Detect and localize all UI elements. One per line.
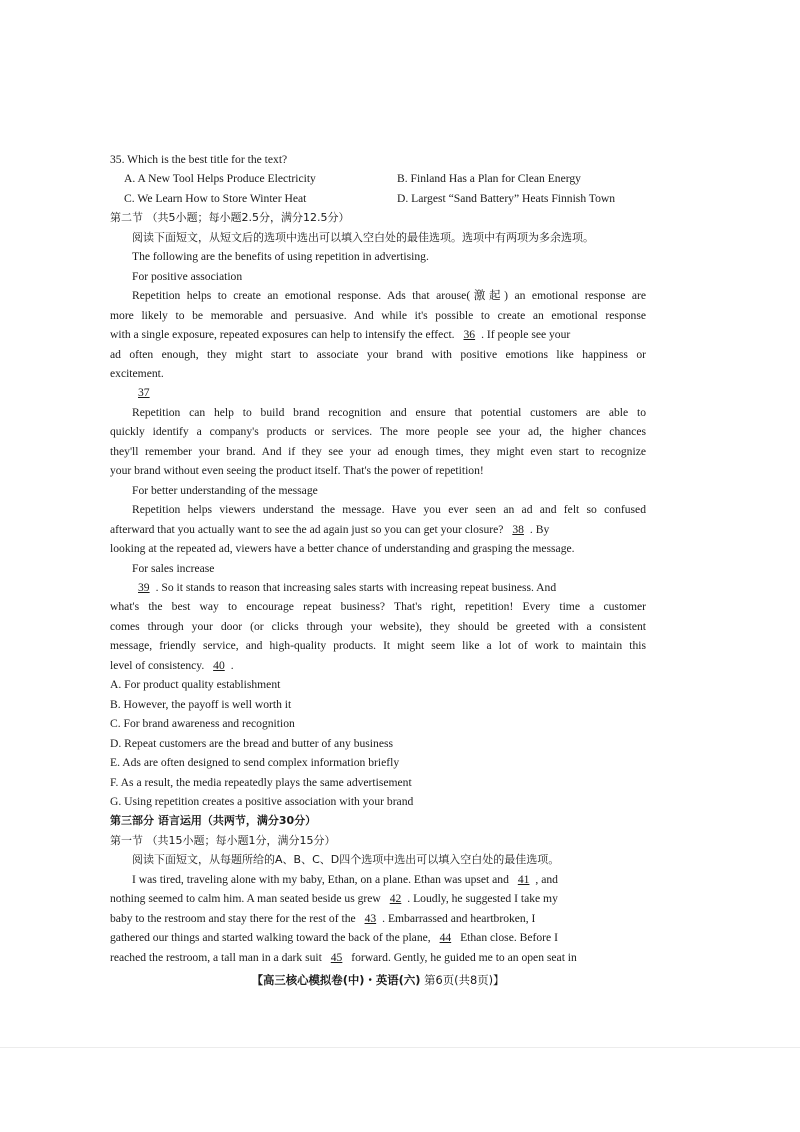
paragraph-4-line-1	[110, 578, 646, 597]
blank-45: 45	[330, 950, 343, 964]
option-a-item: A. For product quality establishment	[110, 678, 281, 692]
passage-intro: The following are the benefits of using repetition in advertising.	[132, 250, 429, 264]
text-segment: . If people see your	[481, 328, 571, 342]
subheading-understanding: For better understanding of the message	[132, 483, 318, 497]
paragraph-1-line-5: excitement.	[110, 366, 164, 380]
part-3-section-1-heading: 第一节 （共15小题；每小题1分，满分15分）	[110, 833, 336, 847]
subheading-sales: For sales increase	[132, 561, 215, 575]
paragraph-2-line-1: Repetition can help to build brand recognition and ensure that potential customers are able to	[132, 405, 646, 419]
blank-38: 38	[512, 522, 524, 536]
blank-44: 44	[439, 931, 452, 945]
blank-36: 36	[463, 328, 476, 342]
section-2-instruction: 阅读下面短文，从短文后的选项中选出可以填入空白处的最佳选项。选项中有两项为多余选项。	[132, 230, 594, 244]
blank-39: 39	[138, 580, 150, 594]
blank-37-row	[110, 383, 646, 402]
text-segment: afterward that you actually want to see the ad again just so you can get your closure?	[110, 522, 504, 536]
cloze-line-1	[110, 870, 646, 889]
option-c: C. We Learn How to Store Winter Heat	[124, 191, 307, 205]
text-segment: Ethan close. Before I	[460, 931, 558, 945]
option-f-item: F. As a result, the media repeatedly plays the same advertisement	[110, 775, 412, 789]
subheading-positive-association: For positive association	[132, 269, 243, 283]
blank-42: 42	[389, 892, 402, 906]
option-g-item: G. Using repetition creates a positive association with your brand	[110, 794, 414, 808]
option-c-item: C. For brand awareness and recognition	[110, 717, 295, 731]
option-d: D. Largest “Sand Battery” Heats Finnish Town	[397, 191, 616, 205]
option-b: B. Finland Has a Plan for Clean Energy	[397, 172, 581, 186]
question-35-options-row-1	[110, 169, 646, 188]
text-segment: I was tired, traveling alone with my baby, Ethan, on a plane. Ethan was upset and	[132, 872, 509, 886]
blank-37: 37	[138, 386, 150, 400]
footer-page-number: 第6页(共8页)】	[424, 973, 505, 987]
text-segment: reached the restroom, a tall man in a dark suit	[110, 950, 322, 964]
paragraph-4-line-3: comes through your door (or clicks through your website), they should be greeted with a consistent	[110, 619, 646, 633]
paragraph-1-line-2: more likely to be memorable and persuasive. And while it's possible to create an emotional response	[110, 308, 646, 322]
text-segment: . Loudly, he suggested I take my	[407, 892, 558, 906]
footer-title: 【高三核心模拟卷(中)・英语(六)	[251, 973, 421, 987]
text-segment: . By	[529, 522, 550, 536]
blank-41: 41	[517, 872, 530, 886]
question-35: 35. Which is the best title for the text?	[110, 153, 288, 166]
paragraph-2-line-4: your brand without even seeing the product itself. That's the power of repetition!	[110, 464, 484, 478]
text-segment: , and	[535, 872, 558, 886]
text-segment: .	[230, 658, 234, 672]
cloze-line-4	[110, 928, 646, 947]
blank-40: 40	[213, 658, 225, 672]
paragraph-1-line-1: Repetition helps to create an emotional response. Ads that arouse(激起) an emotional response are	[132, 289, 646, 303]
paragraph-4-line-5	[110, 656, 646, 675]
text-segment: level of consistency.	[110, 658, 205, 672]
text-segment: nothing seemed to calm him. A man seated beside us grew	[110, 892, 381, 906]
option-d-item: D. Repeat customers are the bread and butter of any business	[110, 736, 393, 750]
paragraph-2-line-3: they'll remember your brand. And if they see your ad enough times, they might even start to recognize	[110, 444, 646, 458]
text-segment: baby to the restroom and stay there for the rest of the	[110, 911, 356, 925]
paragraph-3-line-2	[110, 520, 646, 539]
page-footer	[110, 972, 646, 988]
text-segment: gathered our things and started walking toward the back of the plane,	[110, 931, 431, 945]
paragraph-4-line-2: what's the best way to encourage repeat business? That's right, repetition! Every time a customer	[110, 600, 646, 614]
paragraph-2-line-2: quickly identify a company's products or services. The more people see your ad, the higher chances	[110, 425, 646, 439]
option-a: A. A New Tool Helps Produce Electricity	[124, 172, 316, 186]
text-segment: forward. Gently, he guided me to an open seat in	[351, 950, 577, 964]
part-3-heading: 第三部分 语言运用（共两节，满分30分）	[110, 814, 317, 828]
paragraph-1-line-4: ad often enough, they might start to associate your brand with positive emotions like happiness or	[110, 347, 646, 361]
bottom-divider	[0, 1047, 800, 1048]
paragraph-3-line-3: looking at the repeated ad, viewers have a better chance of understanding and grasping the message.	[110, 542, 575, 556]
section-2-heading: 第二节 （共5小题；每小题2.5分，满分12.5分）	[110, 211, 350, 225]
question-35-options-row-2	[110, 189, 646, 208]
page-content	[110, 150, 646, 967]
option-e-item: E. Ads are often designed to send complex information briefly	[110, 756, 400, 770]
option-b-item: B. However, the payoff is well worth it	[110, 697, 292, 711]
blank-43: 43	[364, 911, 377, 925]
part-3-instruction: 阅读下面短文，从每题所给的A、B、C、D四个选项中选出可以填入空白处的最佳选项。	[132, 853, 560, 867]
paragraph-1-line-3	[110, 325, 646, 344]
cloze-line-3	[110, 909, 646, 928]
text-segment: . So it stands to reason that increasing sales starts with increasing repeat business. And	[155, 580, 557, 594]
text-segment: with a single exposure, repeated exposures can help to intensify the effect.	[110, 328, 455, 342]
paragraph-4-line-4: message, friendly service, and high-quality products. It might seem like a lot of work to maintain this	[110, 639, 646, 653]
cloze-line-2	[110, 889, 646, 908]
cloze-line-5	[110, 948, 646, 967]
text-segment: . Embarrassed and heartbroken, I	[382, 911, 536, 925]
paragraph-3-line-1: Repetition helps viewers understand the message. Have you ever seen an ad and felt so confused	[132, 503, 646, 517]
